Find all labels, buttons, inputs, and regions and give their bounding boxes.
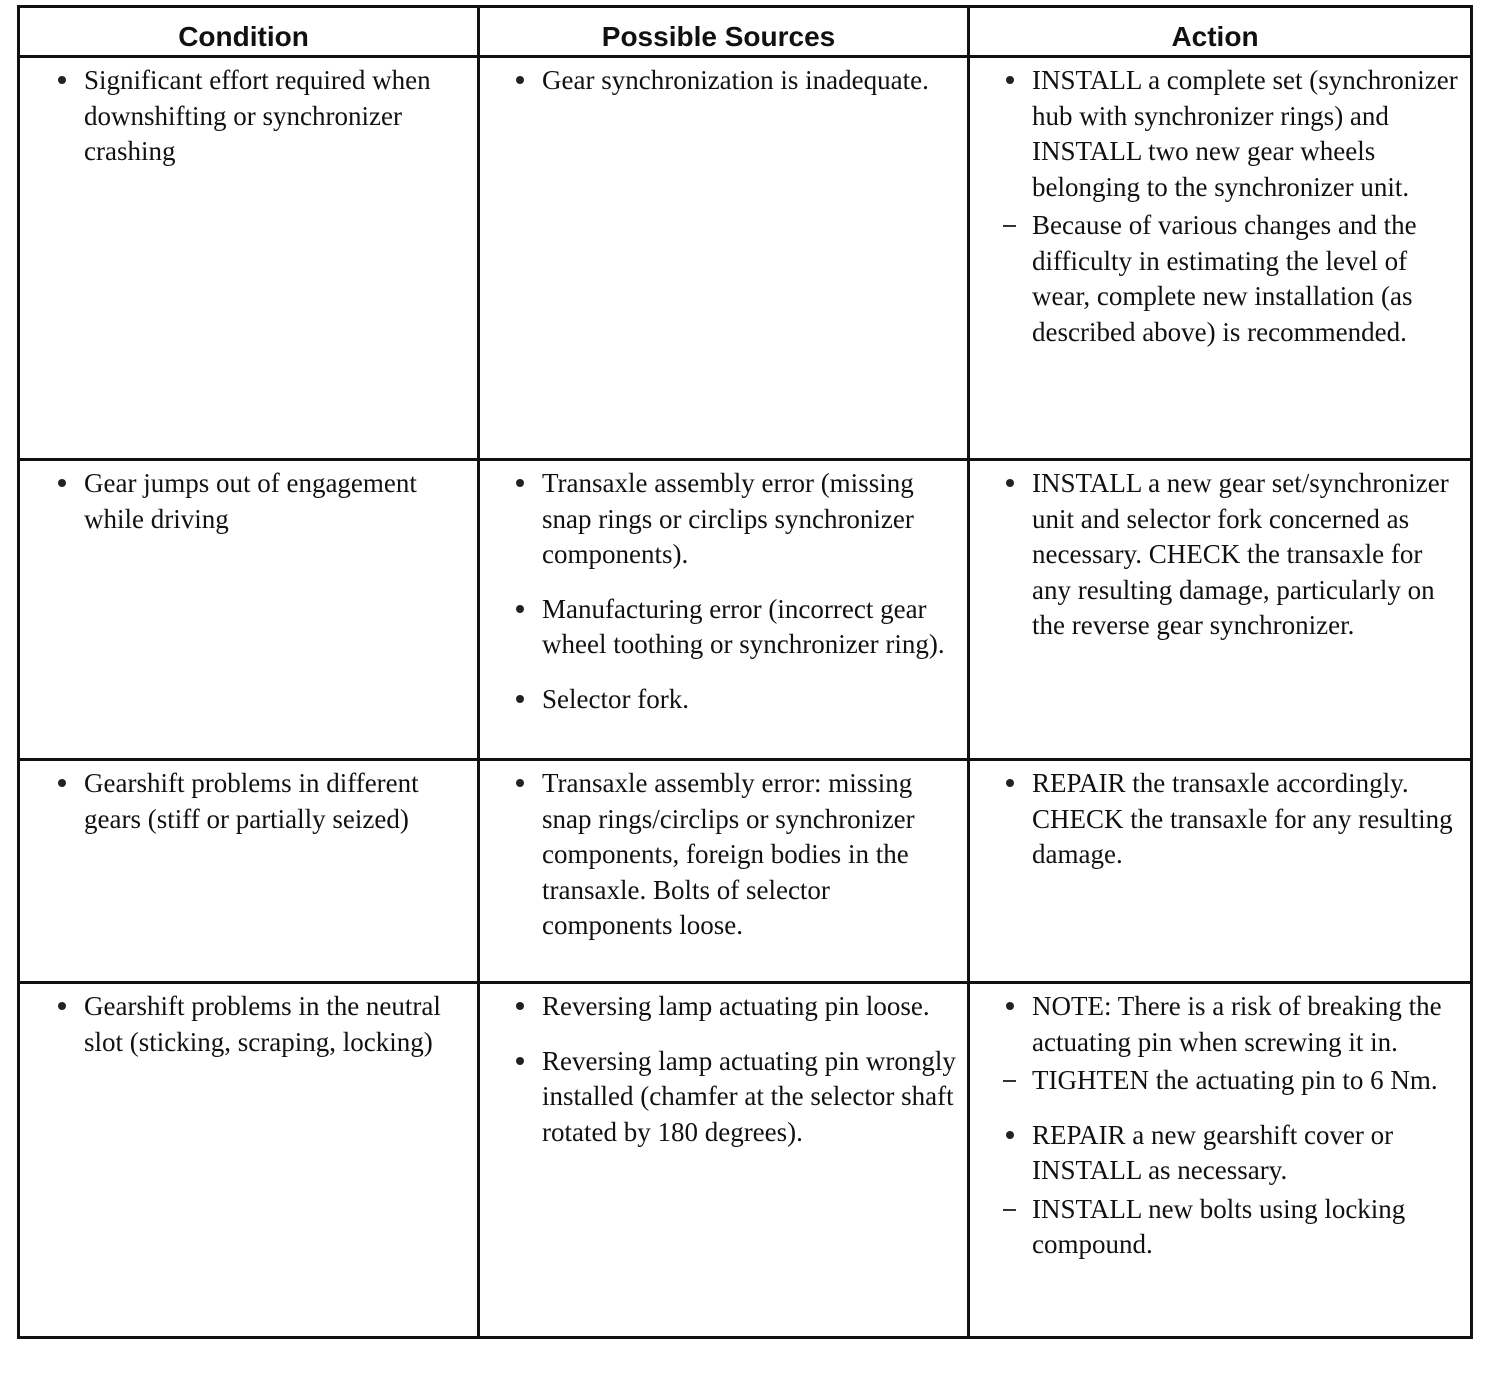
list-item bbox=[480, 592, 957, 663]
condition-cell bbox=[20, 58, 477, 458]
bullet-icon bbox=[20, 989, 84, 1060]
list-item bbox=[480, 766, 957, 944]
sources-cell bbox=[477, 461, 967, 758]
sources-cell bbox=[477, 761, 967, 981]
source-text: Manufacturing error (incorrect gear wheel toothing or synchronizer ring). bbox=[542, 593, 945, 659]
list-item bbox=[480, 989, 957, 1025]
list-item bbox=[480, 682, 957, 718]
sources-cell bbox=[477, 58, 967, 458]
bullet-icon bbox=[970, 63, 1032, 205]
condition-text: Gearshift problems in the neutral slot (sticking, scraping, locking) bbox=[84, 991, 441, 1057]
bullet-icon bbox=[480, 63, 542, 99]
condition-text: Gear jumps out of engagement while driving bbox=[84, 468, 417, 534]
action-text: INSTALL a complete set (synchronizer hub with synchronizer rings) and INSTALL two new gear wheels belonging to the synchronizer unit. bbox=[1032, 65, 1458, 202]
source-text: Reversing lamp actuating pin loose. bbox=[542, 991, 930, 1021]
table-header-row bbox=[20, 8, 1470, 55]
header-condition: Condition bbox=[178, 21, 309, 52]
source-text: Transaxle assembly error (missing snap rings or circlips synchronizer components). bbox=[542, 468, 914, 569]
source-text: Reversing lamp actuating pin wrongly installed (chamfer at the selector shaft rotated by 180 degrees). bbox=[542, 1045, 956, 1147]
table-row bbox=[20, 55, 1470, 458]
list-item bbox=[480, 1044, 957, 1151]
action-text: REPAIR the transaxle accordingly. CHECK the transaxle for any resulting damage. bbox=[1032, 768, 1453, 869]
bullet-icon bbox=[970, 766, 1032, 873]
dash-icon bbox=[970, 208, 1032, 350]
condition-cell bbox=[20, 984, 477, 1336]
action-text: NOTE: There is a risk of breaking the actuating pin when screwing it in. bbox=[1032, 991, 1442, 1057]
bullet-icon bbox=[970, 989, 1032, 1060]
bullet-icon bbox=[480, 682, 542, 718]
bullet-icon bbox=[480, 466, 542, 573]
condition-text: Significant effort required when downshifting or synchronizer crashing bbox=[84, 65, 431, 166]
table-row bbox=[20, 981, 1470, 1336]
dash-icon bbox=[970, 1192, 1032, 1263]
bullet-icon bbox=[20, 466, 84, 537]
list-item bbox=[480, 466, 957, 573]
diagnosis-table bbox=[17, 5, 1473, 1339]
bullet-icon bbox=[480, 1044, 542, 1151]
list-item bbox=[970, 989, 1460, 1060]
action-text: Because of various changes and the difficulty in estimating the level of wear, complete new installation (as described above) is recommended. bbox=[1032, 210, 1417, 347]
bullet-icon bbox=[20, 766, 84, 837]
sources-cell bbox=[477, 984, 967, 1336]
action-text: TIGHTEN the actuating pin to 6 Nm. bbox=[1032, 1065, 1438, 1095]
source-text: Selector fork. bbox=[542, 683, 689, 714]
list-item bbox=[970, 1118, 1460, 1189]
bullet-icon bbox=[480, 592, 542, 663]
table-row bbox=[20, 758, 1470, 981]
bullet-icon bbox=[480, 989, 542, 1025]
source-text: Transaxle assembly error: missing snap rings/circlips or synchronizer components, foreign bodies in the transaxle. Bolts of selector components loose. bbox=[542, 768, 915, 940]
list-item bbox=[970, 1192, 1460, 1263]
condition-cell bbox=[20, 761, 477, 981]
list-item bbox=[970, 208, 1460, 350]
bullet-icon bbox=[970, 1118, 1032, 1189]
table-row bbox=[20, 458, 1470, 758]
condition-text: Gearshift problems in different gears (stiff or partially seized) bbox=[84, 768, 419, 834]
list-item bbox=[480, 63, 957, 99]
action-cell bbox=[967, 58, 1470, 458]
action-cell bbox=[967, 461, 1470, 758]
dash-icon bbox=[970, 1063, 1032, 1099]
action-text: REPAIR a new gearshift cover or INSTALL as necessary. bbox=[1032, 1119, 1394, 1185]
list-item bbox=[20, 766, 467, 837]
bullet-icon bbox=[480, 766, 542, 944]
action-text: INSTALL a new gear set/synchronizer unit and selector fork concerned as necessary. CHECK the transaxle for any resulting damage, particularly on the reverse gear synchronizer. bbox=[1032, 468, 1449, 640]
list-item bbox=[970, 1063, 1460, 1099]
action-cell bbox=[967, 761, 1470, 981]
list-item bbox=[970, 766, 1460, 873]
source-text: Gear synchronization is inadequate. bbox=[542, 65, 929, 95]
condition-cell bbox=[20, 461, 477, 758]
action-text: INSTALL new bolts using locking compound. bbox=[1032, 1193, 1406, 1259]
bullet-icon bbox=[970, 466, 1032, 644]
list-item bbox=[20, 989, 467, 1060]
list-item bbox=[970, 466, 1460, 644]
list-item bbox=[20, 466, 467, 537]
action-cell bbox=[967, 984, 1470, 1336]
list-item bbox=[20, 63, 467, 170]
header-action: Action bbox=[967, 8, 1470, 60]
list-item bbox=[970, 63, 1460, 205]
bullet-icon bbox=[20, 63, 84, 170]
header-possible-sources: Possible Sources bbox=[477, 8, 967, 60]
